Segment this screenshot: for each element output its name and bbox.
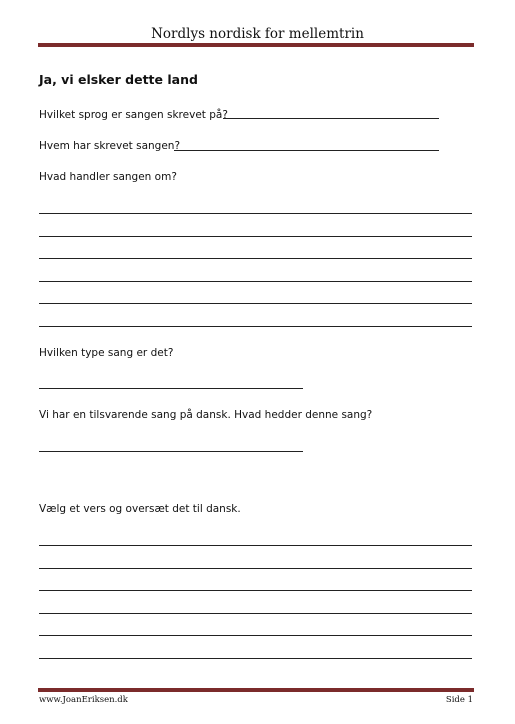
question-translate-verse: Vælg et vers og oversæt det til dansk. xyxy=(39,503,241,515)
answer-line-content-2[interactable] xyxy=(39,236,472,237)
footer-rule xyxy=(38,688,474,692)
header-rule xyxy=(38,43,474,47)
question-author: Hvem har skrevet sangen? xyxy=(39,140,181,152)
question-song-type: Hvilken type sang er det? xyxy=(39,347,174,359)
answer-line-content-3[interactable] xyxy=(39,258,472,259)
answer-line-danish-equivalent[interactable] xyxy=(39,451,303,452)
question-language: Hvilket sprog er sangen skrevet på? xyxy=(39,109,228,121)
answer-line-content-5[interactable] xyxy=(39,303,472,304)
answer-line-translation-1[interactable] xyxy=(39,545,472,546)
answer-line-content-4[interactable] xyxy=(39,281,472,282)
answer-line-translation-6[interactable] xyxy=(39,658,472,659)
footer-page-number: Side 1 xyxy=(445,695,473,705)
answer-line-translation-4[interactable] xyxy=(39,613,472,614)
worksheet-heading: Ja, vi elsker dette land xyxy=(39,72,198,87)
page-header-title: Nordlys nordisk for mellemtrin xyxy=(151,26,364,42)
answer-line-language[interactable] xyxy=(223,118,439,119)
answer-line-content-1[interactable] xyxy=(39,213,472,214)
answer-line-translation-5[interactable] xyxy=(39,635,472,636)
answer-line-content-6[interactable] xyxy=(39,326,472,327)
answer-line-author[interactable] xyxy=(174,150,439,151)
answer-line-translation-2[interactable] xyxy=(39,568,472,569)
question-danish-equivalent: Vi har en tilsvarende sang på dansk. Hvad hedder denne sang? xyxy=(39,409,373,421)
answer-line-translation-3[interactable] xyxy=(39,590,472,591)
answer-line-song-type[interactable] xyxy=(39,388,303,389)
question-content: Hvad handler sangen om? xyxy=(39,171,177,183)
footer-website: www.JoanEriksen.dk xyxy=(39,695,128,705)
